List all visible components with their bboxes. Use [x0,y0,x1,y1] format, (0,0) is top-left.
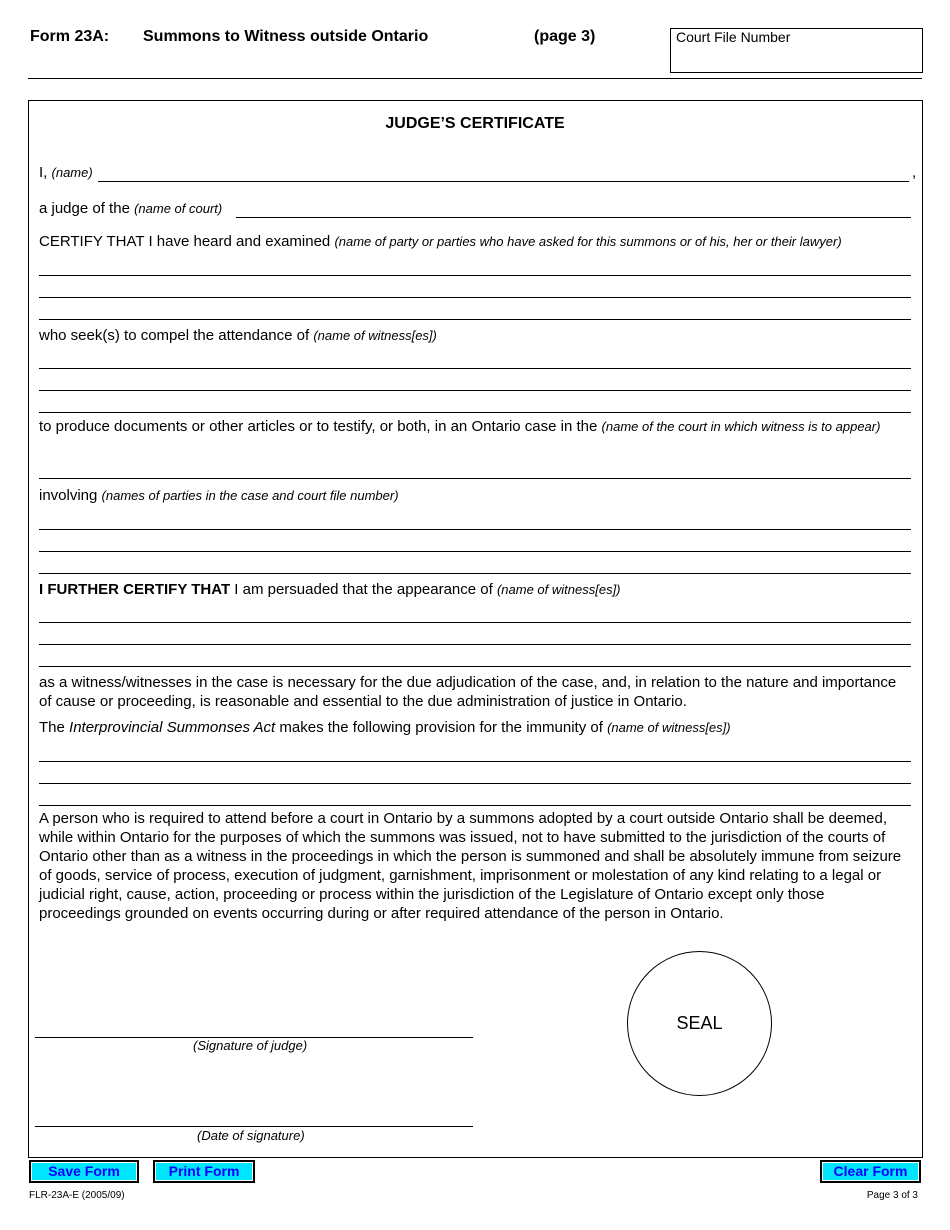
immunity-witness-input-2[interactable] [39,762,911,784]
page-label: (page 3) [534,28,596,45]
court-hint: (name of court) [134,201,223,216]
further-witness-input-1[interactable] [39,601,911,623]
court-appear-input[interactable] [39,457,911,479]
header-divider [28,78,922,79]
parties-input-1[interactable] [39,508,911,530]
page-of: Page 3 of 3 [866,1190,918,1201]
further-witness-input-2[interactable] [39,623,911,645]
act-name: Interprovincial Summonses Act [69,719,276,736]
act-label: The Interprovincial Summonses Act makes the following provision for the immunity of (name of witness[es]) [39,719,731,736]
judge-of-court-label: a judge of the (name of court) [39,200,223,217]
court-file-number-label: Court File Number [676,29,791,45]
seal-circle [627,951,772,1096]
produce-label: to produce documents or other articles or to testify, or both, in an Ontario case in the (name of the court in which witness is to appear) [39,418,881,435]
judge-name-input[interactable] [98,160,909,182]
form-code: FLR-23A-E (2005/09) [29,1190,125,1201]
involving-label: involving (names of parties in the case and court file number) [39,487,399,504]
certificate-title: JUDGE’S CERTIFICATE [385,115,565,132]
compel-hint: (name of witness[es]) [313,328,437,343]
save-form-button[interactable]: Save Form [29,1160,139,1183]
date-caption: (Date of signature) [197,1128,305,1143]
parties-input-2[interactable] [39,530,911,552]
clear-form-button[interactable]: Clear Form [820,1160,921,1183]
involving-hint: (names of parties in the case and court file number) [101,488,399,503]
certify-label: CERTIFY THAT I have heard and examined (name of party or parties who have asked for this summons or of his, her or their lawyer) [39,233,842,250]
date-signature-input[interactable] [35,1105,473,1127]
seal-label: SEAL [676,1013,723,1033]
party-input-2[interactable] [39,276,911,298]
produce-hint: (name of the court in which witness is to appear) [601,419,881,434]
act-hint: (name of witness[es]) [607,720,731,735]
certify-hint: (name of party or parties who have asked for this summons or of his, her or their lawyer) [334,234,842,249]
party-input-1[interactable] [39,254,911,276]
party-input-3[interactable] [39,298,911,320]
witness-input-1[interactable] [39,347,911,369]
name-suffix: , [912,164,917,181]
immunity-witness-input-3[interactable] [39,784,911,806]
name-hint: (name) [51,165,93,180]
court-file-number-field[interactable] [670,28,923,73]
parties-input-3[interactable] [39,552,911,574]
compel-label: who seek(s) to compel the attendance of (name of witness[es]) [39,327,437,344]
form-title: Summons to Witness outside Ontario [143,28,429,45]
court-name-input[interactable] [236,196,911,218]
further-certify-label: I FURTHER CERTIFY THAT I am persuaded that the appearance of (name of witness[es]) [39,581,621,598]
name-prefix: I, (name) [39,164,93,181]
immunity-paragraph: A person who is required to attend before a court in Ontario by a summons adopted by a court outside Ontario shall be deemed, while within Ontario for the purposes of which the summons was issued, not to have submitted to the jurisdiction of the courts of Ontario other than as a witness in the proceedings in which the person is summoned and shall be absolutely immune from seizure of goods, service of process, execution of judgment, garnishment, imprisonment or molestation of any kind relating to a legal or judicial right, cause, action, proceeding or process within the jurisdiction of the Legislature of Ontario except only those proceedings grounded on events occurring during or after required attendance of the person in Ontario. [39,810,902,922]
signature-caption: (Signature of judge) [193,1038,308,1053]
immunity-witness-input-1[interactable] [39,740,911,762]
further-witness-input-3[interactable] [39,645,911,667]
form-number: Form 23A: [30,28,110,45]
further-hint: (name of witness[es]) [496,582,621,597]
print-form-button[interactable]: Print Form [153,1160,255,1183]
witness-input-3[interactable] [39,391,911,413]
witness-input-2[interactable] [39,369,911,391]
judge-signature-input[interactable] [35,1016,473,1038]
necessary-paragraph: as a witness/witnesses in the case is necessary for the due adjudication of the case, and, in relation to the nature and importance of cause or proceeding, is reasonable and essential to the due administration of justice in Ontario. [39,674,897,710]
